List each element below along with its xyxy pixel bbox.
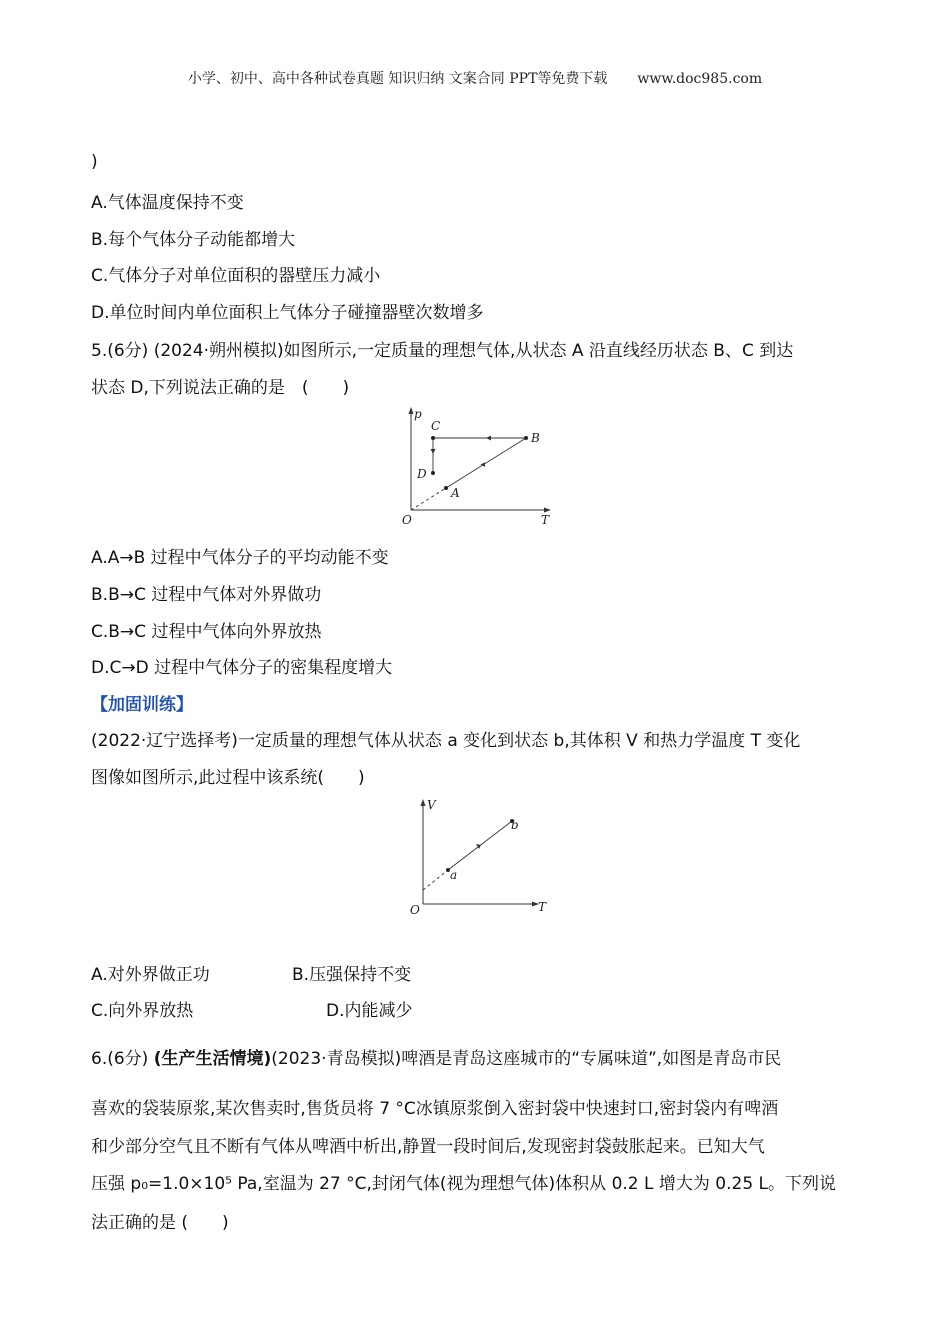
q5-axis-x-label: T — [541, 513, 550, 527]
q5-option-d: D.C→D 过程中气体分子的密集程度增大 — [91, 658, 393, 678]
practice-vt-diagram — [404, 794, 556, 918]
q6-stem-line4: 压强 p₀=1.0×10⁵ Pa,室温为 27 °C,封闭气体(视为理想气体)体积从 0.2 L 增大为 0.25 L。下列说 — [91, 1174, 837, 1194]
practice-option-a: A.对外界做正功 — [91, 965, 210, 985]
q4-option-a: A.气体温度保持不变 — [91, 193, 244, 213]
q4-option-d: D.单位时间内单位面积上气体分子碰撞器壁次数增多 — [91, 303, 484, 323]
q6-stem-line2: 喜欢的袋装原浆,某次售卖时,售货员将 7 °C冰镇原浆倒入密封袋中快速封口,密封袋内有啤酒 — [91, 1099, 779, 1119]
q5-pt-diagram — [398, 404, 558, 528]
practice-point-b-label: b — [511, 818, 519, 832]
q4-tail: ) — [91, 152, 98, 172]
q6-stem-line3: 和少部分空气且不断有气体从啤酒中析出,静置一段时间后,发现密封袋鼓胀起来。已知大气 — [91, 1137, 765, 1157]
q6-stem-line5: 法正确的是 ( ) — [91, 1213, 229, 1233]
practice-axis-x-label: T — [538, 900, 547, 914]
page-header — [0, 68, 950, 88]
practice-option-c: C.向外界放热 — [91, 1001, 194, 1021]
practice-origin-label: O — [410, 903, 420, 917]
practice-heading: 【加固训练】 — [91, 695, 193, 715]
q5-point-c-label: C — [431, 419, 441, 433]
q5-option-a: A.A→B 过程中气体分子的平均动能不变 — [91, 548, 389, 568]
practice-stem-line1: (2022·辽宁选择考)一定质量的理想气体从状态 a 变化到状态 b,其体积 V 和热力学温度 T 变化 — [91, 731, 801, 751]
q5-origin-label: O — [402, 513, 412, 527]
q6-stem-line1 — [91, 1044, 781, 1069]
q5-axis-y-label: p — [414, 407, 422, 421]
header-text: 小学、初中、高中各种试卷真题 知识归纳 文案合同 PPT等免费下载 — [187, 71, 608, 87]
practice-axis-y-label: V — [427, 798, 436, 812]
q5-point-d-label: D — [417, 467, 427, 481]
q6-number: 6.(6分) — [91, 1049, 154, 1069]
q4-option-c: C.气体分子对单位面积的器壁压力减小 — [91, 266, 381, 286]
q5-stem-line2: 状态 D,下列说法正确的是 ( ) — [91, 378, 350, 398]
q6-stem-line1-rest: (2023·青岛模拟)啤酒是青岛这座城市的“专属味道”,如图是青岛市民 — [271, 1049, 782, 1069]
q6-context-tag: (生产生活情境) — [153, 1049, 272, 1069]
q5-point-b-label: B — [531, 431, 540, 445]
q5-point-a-label: A — [451, 486, 460, 500]
q5-stem-line1: 5.(6分) (2024·朔州模拟)如图所示,一定质量的理想气体,从状态 A 沿直线经历状态 B、C 到达 — [91, 341, 794, 361]
practice-stem-line2: 图像如图所示,此过程中该系统( ) — [91, 768, 365, 788]
practice-point-a-label: a — [450, 868, 458, 882]
practice-option-d: D.内能减少 — [326, 1001, 413, 1021]
header-site: www.doc985.com — [637, 71, 763, 87]
q5-option-b: B.B→C 过程中气体对外界做功 — [91, 585, 322, 605]
practice-option-b: B.压强保持不变 — [292, 965, 412, 985]
q4-option-b: B.每个气体分子动能都增大 — [91, 230, 296, 250]
q5-option-c: C.B→C 过程中气体向外界放热 — [91, 622, 322, 642]
